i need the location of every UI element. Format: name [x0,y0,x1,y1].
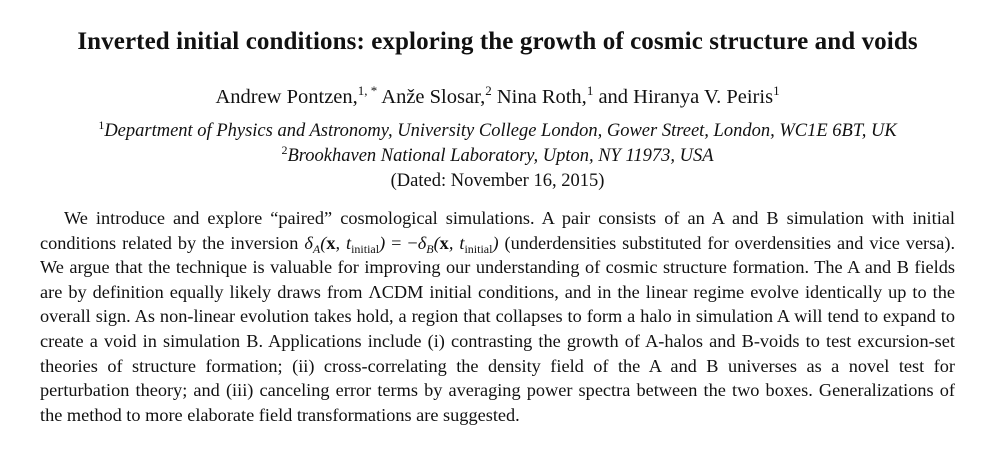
author-list [0,83,995,109]
author-name: Nina Roth, [496,86,587,108]
affiliation-mark: 2 [281,143,288,157]
abstract [40,206,955,427]
affiliation-2 [0,143,995,167]
inversion-equation: $\delta_A(x$, $t_{initial}) = -\delta_B(x$, $t_{initial}$) [304,232,499,256]
author-affiliation-mark: 1, * [357,83,378,98]
affiliation-text: Department of Physics and Astronomy, University College London, Gower Street, London, WC1E 6BT, UK [104,121,897,141]
affiliation-1 [0,118,995,142]
author-name: Andrew Pontzen, [215,86,358,108]
affiliation-mark: 1 [98,118,105,132]
author-name: and Hiranya V. Peiris [598,86,774,108]
author-affiliation-mark: 1 [586,83,594,98]
abstract-text-part2: (underdensities substituted for overdensities and vice versa). We argue that the technique is valuable for improving our understanding of cosmic structure formation. The A and B fields are by definition equally likely draws from ΛCDM initial conditions, and in the linear regime evolve identically up to the overall sign. As non-linear evolution takes hold, a region that collapses to form a halo in simulation A will tend to expand to create a void in simulation B. Applications include (i) contrasting the growth of A-halos and B-voids to test excursion-set theories of structure formation; (ii) cross-correlating the density field of the A and B universes as a novel test for perturbation theory; and (iii) canceling error terms by averaging power spectra between the two boxes. Generalizations of the method to more elaborate field transformations are suggested. [40,232,956,425]
author-affiliation-mark: 1 [773,83,780,98]
dated-line: (Dated: November 16, 2015) [390,171,605,191]
abstract-text-part1: We introduce and explore “paired” cosmological simulations. A pair consists of an A and B simulation with initial conditions related by the inversion [40,208,955,253]
author-affiliation-mark: 2 [485,83,492,98]
abstract-paragraph [40,206,955,427]
paper-title: Inverted initial conditions: exploring the growth of cosmic structure and voids [77,28,918,55]
author-name: Anže Slosar, [381,86,486,108]
affiliation-text: Brookhaven National Laboratory, Upton, NY 11973, USA [287,146,714,166]
